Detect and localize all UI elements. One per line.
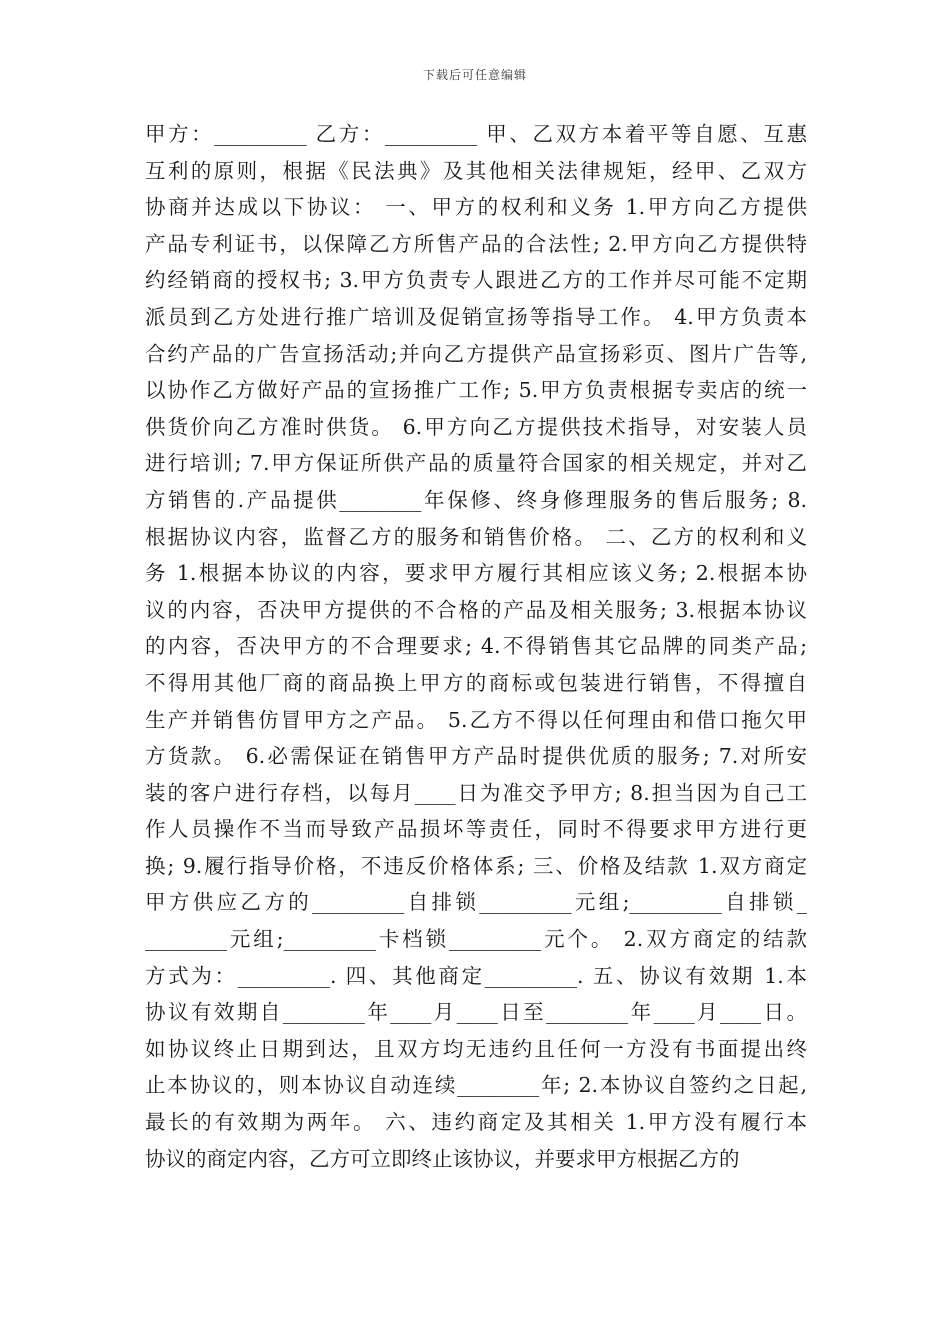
download-editable-note: 下载后可任意编辑 xyxy=(422,68,527,82)
body-line: 甲方供应乙方的_________自排锁_________元组;_________自排锁_ xyxy=(145,890,807,915)
body-line: 方货款。 6.必需保证在销售甲方产品时提供优质的服务; 7.对所安 xyxy=(145,744,807,769)
body-line: 如协议终止日期到达，且双方均无违约且任何一方没有书面提出终 xyxy=(145,1036,807,1061)
body-line: 协商并达成以下协议： 一、甲方的权利和义务 1.甲方向乙方提供 xyxy=(145,195,807,220)
body-line: 生产并销售仿冒甲方之产品。 5.乙方不得以任何理由和借口拖欠甲 xyxy=(145,707,807,732)
body-line: 议的内容，否决甲方提供的不合格的产品及相关服务; 3.根据本协议 xyxy=(145,597,807,622)
body-line: 方销售的.产品提供________年保修、终身修理服务的售后服务; 8. xyxy=(145,487,807,512)
body-line: 的内容，否决甲方的不合理要求; 4.不得销售其它品牌的同类产品; xyxy=(145,634,807,659)
body-line: 根据协议内容，监督乙方的服务和销售价格。 二、乙方的权利和义 xyxy=(145,524,807,549)
body-line: 供货价向乙方准时供货。 6.甲方向乙方提供技术指导，对安装人员 xyxy=(145,414,807,439)
body-line: 止本协议的，则本协议自动连续________年; 2.本协议自签约之日起, xyxy=(145,1073,807,1098)
body-line: 协议有效期自________年____月____日至________年____月____日。 xyxy=(145,1000,807,1025)
body-line: ________元组;_________卡档锁_________元个。 2.双方商定的结款 xyxy=(145,927,807,952)
body-line: 务 1.根据本协议的内容，要求甲方履行其相应该义务; 2.根据本协 xyxy=(145,561,807,586)
body-line: 装的客户进行存档，以每月____日为准交予甲方; 8.担当因为自己工 xyxy=(145,780,807,805)
body-line: 约经销商的授权书; 3.甲方负责专人跟进乙方的工作并尽可能不定期 xyxy=(145,268,807,293)
contract-body xyxy=(145,116,807,1177)
body-line: 派员到乙方处进行推广培训及促销宣扬等指导工作。 4.甲方负责本 xyxy=(145,304,807,329)
body-line: 以协作乙方做好产品的宣扬推广工作; 5.甲方负责根据专卖店的统一 xyxy=(145,378,807,403)
body-line: 方式为：_________. 四、其他商定_________. 五、协议有效期 1.本 xyxy=(145,963,807,988)
body-line: 不得用其他厂商的商品换上甲方的商标或包装进行销售，不得擅自 xyxy=(145,670,807,695)
body-line: 甲方：_________ 乙方：_________ 甲、乙双方本着平等自愿、互惠 xyxy=(145,122,807,146)
body-line: 最长的有效期为两年。 六、违约商定及其相关 1.甲方没有履行本 xyxy=(145,1110,807,1135)
body-line: 作人员操作不当而导致产品损坏等责任，同时不得要求甲方进行更 xyxy=(145,817,807,842)
body-line: 换; 9.履行指导价格，不违反价格体系; 三、价格及结款 1.双方商定 xyxy=(145,853,807,878)
body-line: 协议的商定内容，乙方可立即终止该协议，并要求甲方根据乙方的 xyxy=(145,1146,740,1171)
body-line: 合约产品的广告宣扬活动;并向乙方提供产品宣扬彩页、图片广告等, xyxy=(145,341,807,366)
body-line: 互利的原则，根据《民法典》及其他相关法律规矩，经甲、乙双方 xyxy=(145,158,807,183)
body-line: 进行培训; 7.甲方保证所供产品的质量符合国家的相关规定，并对乙 xyxy=(145,451,807,476)
body-line: 产品专利证书，以保障乙方所售产品的合法性; 2.甲方向乙方提供特 xyxy=(145,231,807,256)
